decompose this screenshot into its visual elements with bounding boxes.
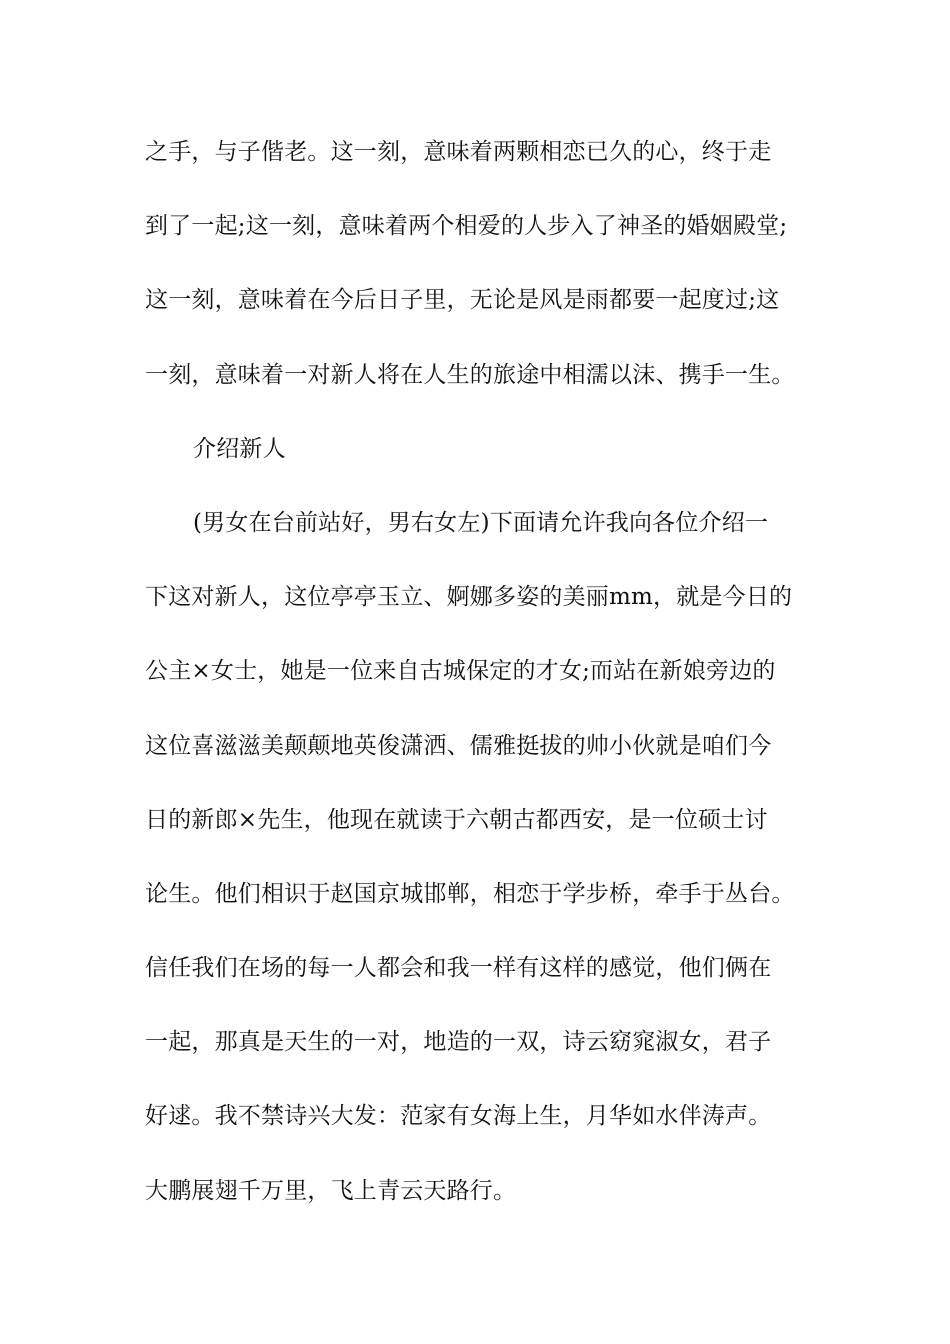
text-line: 论生。他们相识于赵国京城邯郸，相恋于学步桥，牵手于丛台。 [145, 880, 795, 907]
text-line: 之手，与子偕老。这一刻，意味着两颗相恋已久的心，终于走 [145, 139, 772, 165]
text-line: 一起，那真是天生的一对，地造的一双，诗云窈窕淑女，君子 [145, 1029, 772, 1056]
text-line: 一刻，意味着一对新人将在人生的旅途中相濡以沫、携手一生。 [145, 361, 795, 388]
text-line: 信任我们在场的每一人都会和我一样有这样的感觉，他们俩在 [145, 955, 772, 982]
body-text [145, 128, 825, 1241]
text-line: 到了一起;这一刻，意味着两个相爱的人步入了神圣的婚姻殿堂; [145, 213, 788, 240]
text-line: 大鹏展翅千万里，飞上青云天路行。 [145, 1177, 517, 1204]
text-line: 日的新郎×先生，他现在就读于六朝古都西安，是一位硕士讨 [145, 806, 768, 833]
text-line: 下这对新人，这位亭亭玉立、婀娜多姿的美丽mm，就是今日的 [145, 584, 793, 611]
section-heading: 介绍新人 [193, 435, 286, 462]
text-line: 好逑。我不禁诗兴大发：范家有女海上生，月华如水伴涛声。 [145, 1103, 772, 1130]
text-line: 这一刻，意味着在今后日子里，无论是风是雨都要一起度过;这 [145, 287, 780, 314]
text-line: (男女在台前站好，男右女左)下面请允许我向各位介绍一 [193, 509, 769, 536]
text-line: 公主×女士，她是一位来自古城保定的才女;而站在新娘旁边的 [145, 658, 776, 685]
text-line: 这位喜滋滋美颠颠地英俊潇洒、儒雅挺拔的帅小伙就是咱们今 [145, 732, 772, 759]
